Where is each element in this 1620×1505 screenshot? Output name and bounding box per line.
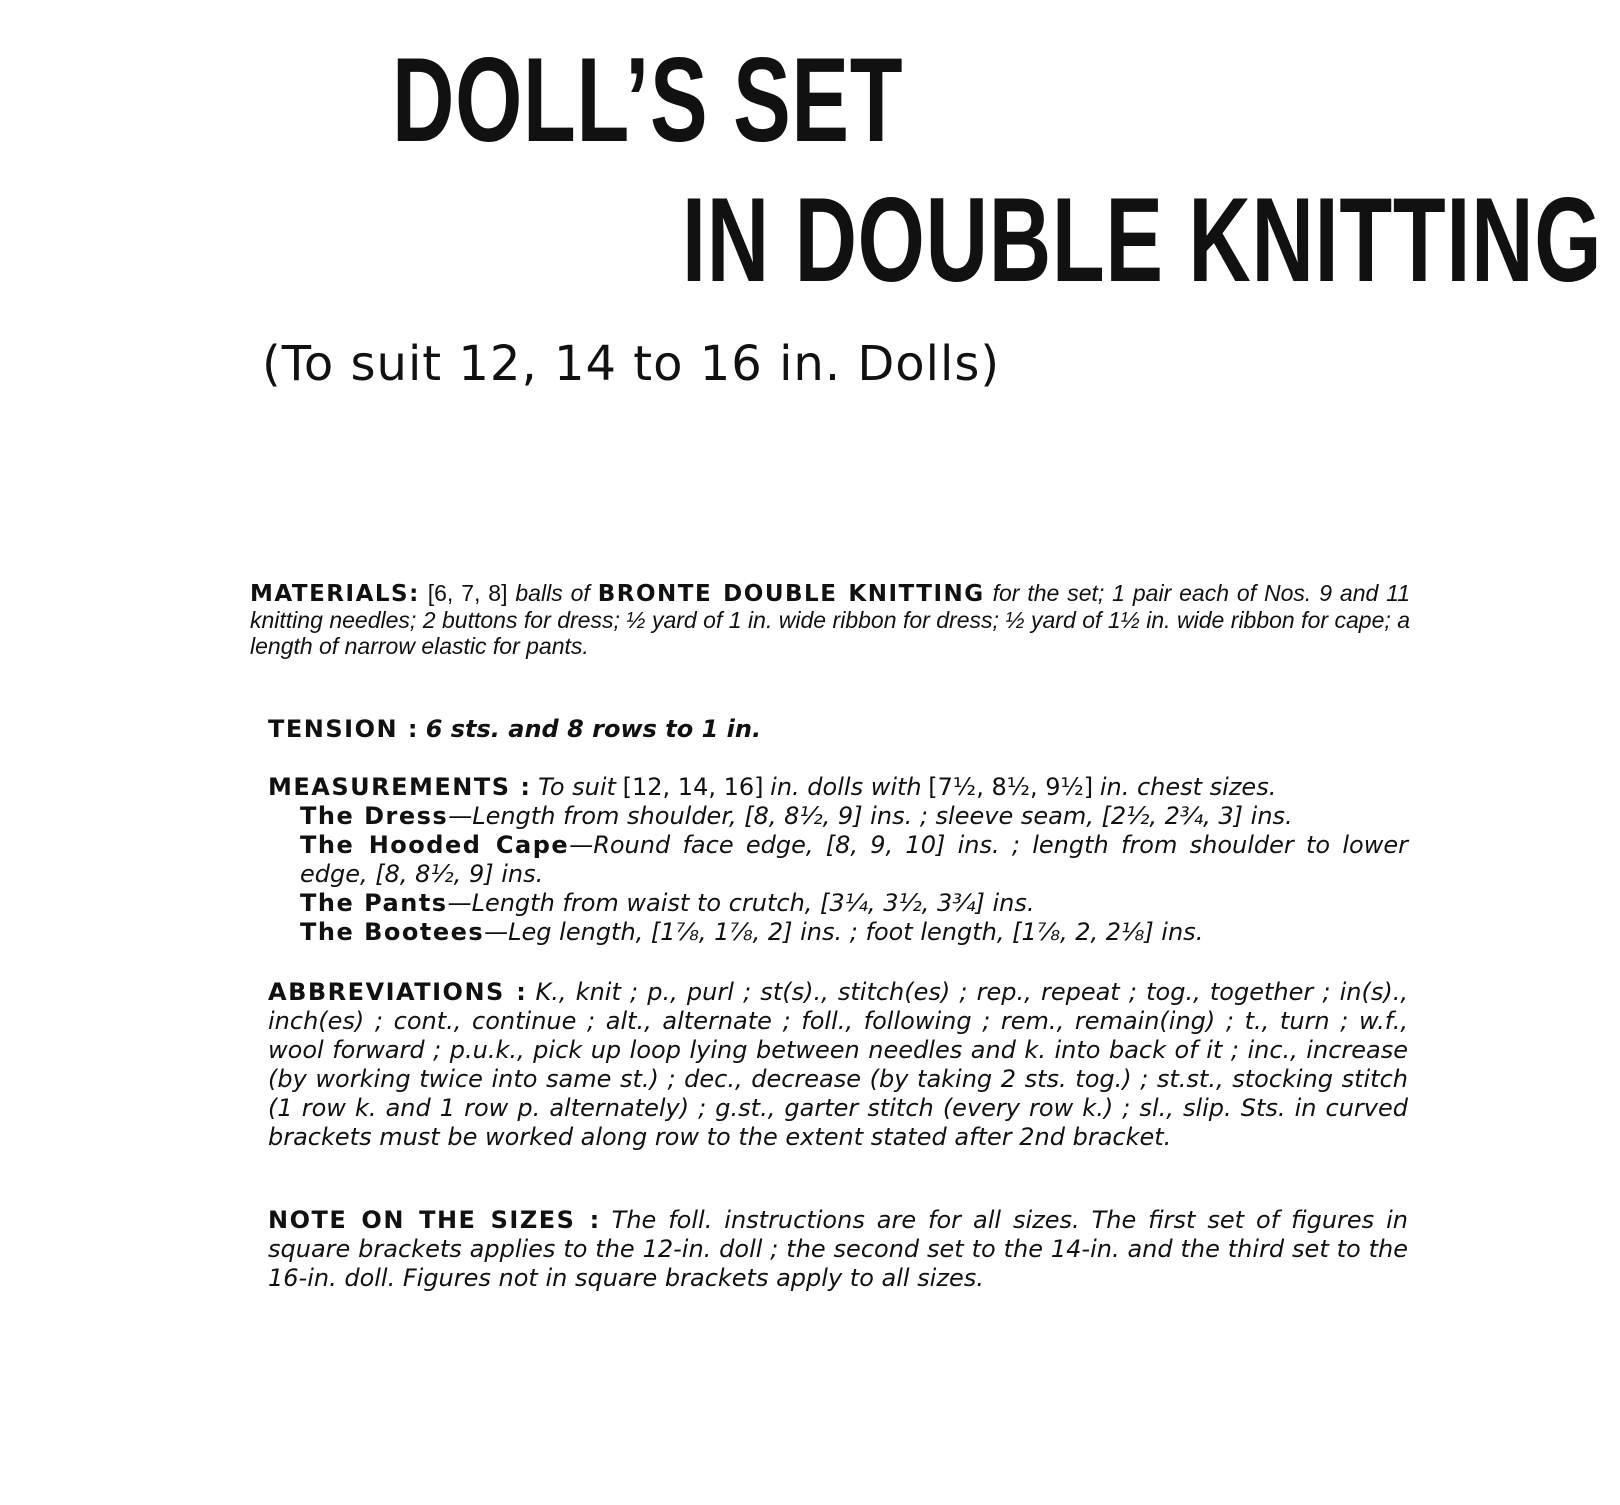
tension-section — [268, 715, 1408, 744]
materials-label: MATERIALS: — [250, 581, 420, 607]
measurements-chest-sizes: [7½, 8½, 9½] — [928, 773, 1094, 801]
title-line-1: DOLL’S SET — [392, 33, 904, 167]
measurements-intro-c: in. dolls with — [770, 773, 922, 801]
subtitle: (To suit 12, 14 to 16 in. Dolls) — [262, 336, 1001, 392]
measurement-item-text: —Leg length, [1⅞, 1⅞, 2] ins. ; foot length, [1⅞, 2, 2⅛] ins. — [484, 918, 1204, 946]
measurements-intro-e: in. chest sizes. — [1099, 773, 1277, 801]
note-label: NOTE ON THE SIZES : — [268, 1206, 601, 1234]
measurement-item-text: —Round face edge, [8, 9, 10] ins. ; length from shoulder to lower edge, [8, 8½, 9] ins. — [300, 831, 1408, 888]
materials-brand: BRONTE DOUBLE KNITTING — [597, 581, 985, 607]
measurement-item-name: The Bootees — [300, 918, 485, 946]
measurement-item-bootees — [268, 918, 1408, 947]
abbreviations-text: K., knit ; p., purl ; st(s)., stitch(es) ; rep., repeat ; tog., together ; in(s)., inch(es) ; cont., continue ; alt., alternate ; foll., following ; rem., remain(ing) ; t., turn ; w.f., wool forward ; p.u.k., pick up loop lying between needles and k. into back of it ; inc., increase (by working twice into same st.) ; dec., decrease (by taking 2 sts. tog.) ; st.st., stocking stitch (1 row k. and 1 row p. alternately) ; g.st., garter stitch (every row k.) ; sl., slip. Sts. in curved brackets must be worked along row to the extent stated after 2nd bracket. — [268, 978, 1408, 1151]
abbreviations-label: ABBREVIATIONS : — [268, 978, 528, 1006]
note-text: The foll. instructions are for all sizes. The first set of figures in square brackets applies to the 12-in. doll ; the second set to the 14-in. and the third set to the 16-in. doll. Figures not in square brackets apply to all sizes. — [268, 1206, 1408, 1292]
measurement-item-name: The Dress — [300, 802, 449, 830]
tension-label: TENSION : — [268, 715, 420, 743]
measurement-item-name: The Pants — [300, 889, 448, 917]
materials-text: for the set; 1 pair each of Nos. 9 and 11 knitting needles; 2 buttons for dress; ½ yard of 1 in. wide ribbon for dress; ½ yard of 1½ in. wide ribbon for cape; a length of narrow elastic for pants. — [250, 580, 1411, 659]
note-section — [268, 1206, 1408, 1293]
measurements-label: MEASUREMENTS : — [268, 773, 532, 801]
measurements-intro-a: To suit — [538, 773, 616, 801]
title-line-2: IN DOUBLE KNITTING — [682, 173, 1603, 307]
tension-text: 6 sts. and 8 rows to 1 in. — [425, 715, 762, 743]
materials-text-balls-of: balls of — [515, 580, 590, 606]
measurements-doll-sizes: [12, 14, 16] — [622, 773, 764, 801]
measurement-item-dress — [268, 802, 1408, 831]
measurement-item-text: —Length from waist to crutch, [3¼, 3½, 3¾] ins. — [447, 889, 1035, 917]
materials-section — [250, 580, 1410, 659]
measurement-item-name: The Hooded Cape — [300, 831, 570, 859]
measurement-item-text: —Length from shoulder, [8, 8½, 9] ins. ; sleeve seam, [2½, 2¾, 3] ins. — [448, 802, 1293, 830]
measurements-section — [268, 773, 1408, 947]
measurements-intro-line — [268, 773, 1408, 802]
materials-ball-counts: [6, 7, 8] — [427, 580, 508, 606]
measurement-item-pants — [268, 889, 1408, 918]
measurement-item-cape — [268, 831, 1408, 889]
abbreviations-section — [268, 978, 1408, 1152]
